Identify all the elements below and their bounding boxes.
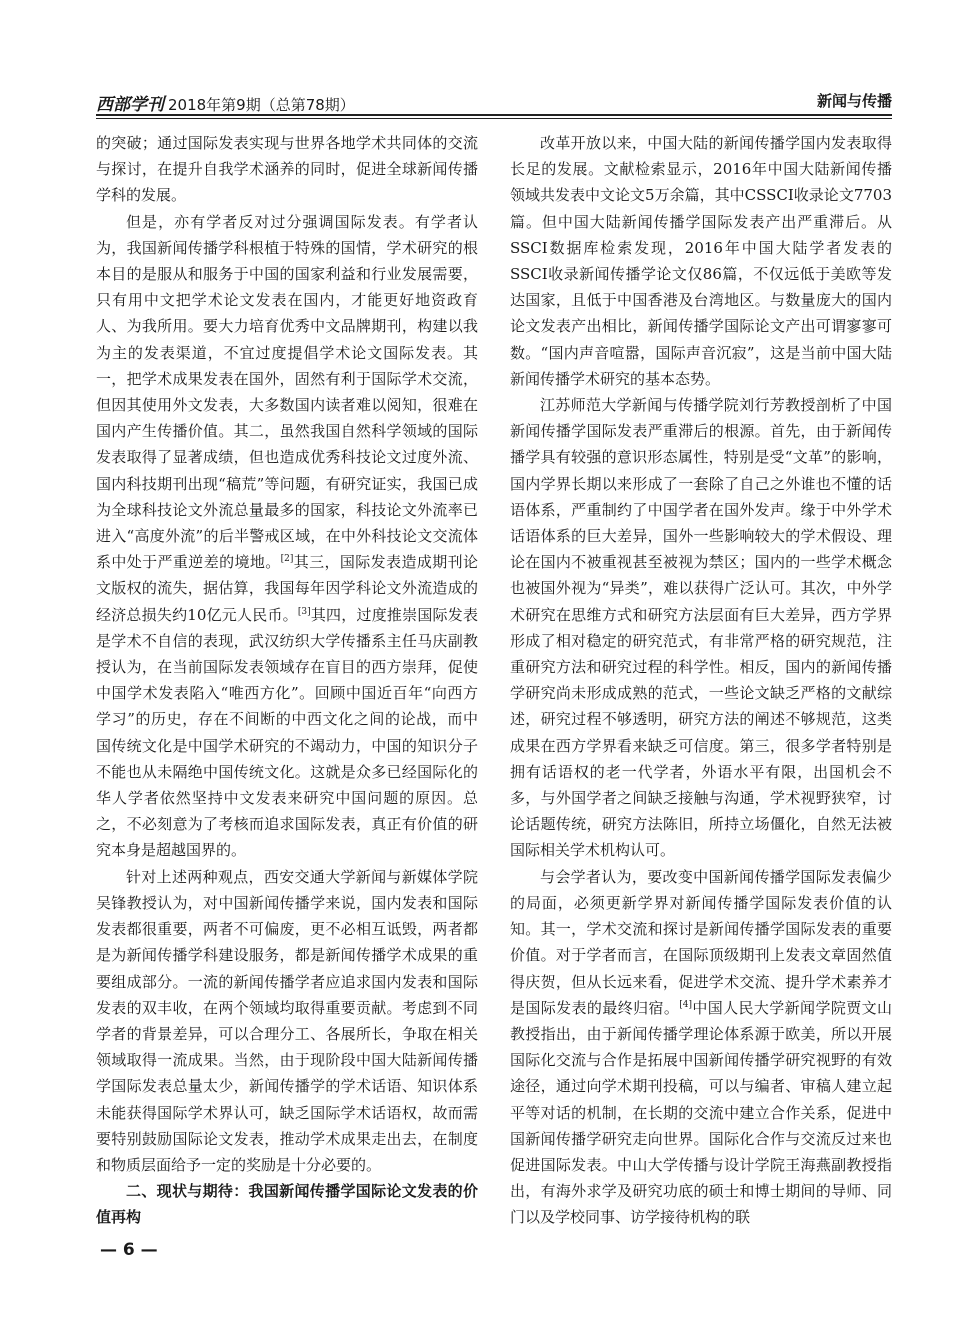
paragraph: 的突破；通过国际发表实现与世界各地学术共同体的交流与探讨，在提升自我学术涵养的同时，促进全球新闻传播学科的发展。 [96, 134, 478, 205]
left-column [96, 130, 478, 1240]
header-left [96, 90, 355, 115]
running-header [96, 88, 892, 116]
page-number: — 6 — [100, 1240, 158, 1260]
text-run: 中国人民大学新闻学院贾文山教授指出，由于新闻传播学理论体系源于欧美，所以开展国际化交流与合作是拓展中国新闻传播学研究视野的有效途径，通过向学术期刊投稿，可以与编者、审稿人建立起平等对话的机制，在长期的交流中建立合作关系，促进中国新闻传播学研究走向世界。国际化合作与交流反过来也促进国际发表。中山大学传播与设计学院王海燕副教授指出，有海外求学及研究功底的硕士和博士期间的导师、同门以及学校同事、访学接待机构的联 [510, 998, 892, 1227]
citation-ref: [4] [679, 999, 692, 1010]
citation-ref: [3] [297, 606, 311, 617]
issue-info: 2018年第9期（总第78期） [168, 96, 355, 114]
header-rule-thick [96, 114, 892, 116]
right-column [510, 130, 892, 1240]
paragraph: 江苏师范大学新闻与传播学院刘行芳教授剖析了中国新闻传播学国际发表严重滞后的根源。首先，由于新闻传播学具有较强的意识形态属性，特别是受“文革”的影响，国内学界长期以来形成了一套除了自己之外谁也不懂的话语体系，严重制约了中国学者在国外发声。缘于中外学术话语体系的巨大差异，国外一些影响较大的学术假设、理论在国内不被重视甚至被视为禁区；国内的一些学术概念也被国外视为“异类”，难以获得广泛认可。其次，中外学术研究在思维方式和研究方法层面有巨大差异，西方学界形成了相对稳定的研究范式，有非常严格的研究规范，注重研究方法和研究过程的科学性。相反，国内的新闻传播学研究尚未形成成熟的范式，一些论文缺乏严格的文献综述，研究过程不够透明，研究方法的阐述不够规范，这类成果在西方学界看来缺乏可信度。第三，很多学者特别是拥有话语权的老一代学者，外语水平有限，出国机会不多，与外国学者之间缺乏接触与沟通，学术视野狭窄，讨论话题传统，研究方法陈旧，所持立场僵化，自然无法被国际相关学术机构认可。 [510, 396, 892, 860]
text-run: 其四，过度推崇国际发表是学术不自信的表现，武汉纺织大学传播系主任马庆副教授认为，在当前国际发表领域存在盲目的西方崇拜，促使中国学术发表陷入“唯西方化”。回顾中国近百年“向西方学习”的历史，存在不间断的中西文化之间的论战，而中国传统文化是中国学术研究的不竭动力，中国的知识分子不能也从未隔绝中国传统文化。这就是众多已经国际化的华人学者依然坚持中文发表来研究中国问题的原因。总之，不必刻意为了考核而追求国际发表，真正有价值的研究本身是超越国界的。 [96, 605, 478, 860]
header-rule-thin [96, 118, 892, 119]
paragraph [510, 864, 892, 1231]
text-run: 但是，亦有学者反对过分强调国际发表。有学者认为，我国新闻传播学科根植于特殊的国情，学术研究的根本目的是服从和服务于中国的国家利益和行业发展需要，只有用中文把学术论文发表在国内，才能更好地资政育人、为我所用。要大力培育优秀中文品牌期刊，构建以我为主的发表渠道，不宜过度提倡学术论文国际发表。其一，把学术成果发表在国外，固然有利于国际学术交流，但因其使用外文发表，大多数国内读者难以阅知，很难在国内产生传播价值。其二，虽然我国自然科学领域的国际发表取得了显著成绩，但也造成优秀科技论文过度外流、国内科技期刊出现“稿荒”等问题，有研究证实，我国已成为全球科技论文外流总量最多的国家，科技论文外流率已进入“高度外流”的后半警戒区域，在中外科技论文交流体系中处于严重逆差的境地。 [96, 212, 478, 572]
journal-logo: 西部学刊 [96, 95, 164, 115]
section-heading: 二、现状与期待：我国新闻传播学国际论文发表的价值再构 [96, 1182, 478, 1227]
paragraph: 改革开放以来，中国大陆的新闻传播学国内发表取得长足的发展。文献检索显示，2016年中国大陆新闻传播领域共发表中文论文5万余篇，其中CSSCI收录论文7703篇。但中国大陆新闻传播学国际发表产出严重滞后。从SSCI数据库检索发现，2016年中国大陆学者发表的SSCI收录新闻传播学论文仅86篇，不仅远低于美欧等发达国家，且低于中国香港及台湾地区。与数量庞大的国内论文发表产出相比，新闻传播学国际论文产出可谓寥寥可数。“国内声音喧嚣，国际声音沉寂”，这是当前中国大陆新闻传播学术研究的基本态势。 [510, 134, 892, 388]
citation-ref: [2] [280, 554, 294, 565]
paragraph: 针对上述两种观点，西安交通大学新闻与新媒体学院吴锋教授认为，对中国新闻传播学来说，国内发表和国际发表都很重要，两者不可偏废，更不必相互诋毁，两者都是为新闻传播学科建设服务，都是新闻传播学术成果的重要组成部分。一流的新闻传播学者应追求国内发表和国际发表的双丰收，在两个领域均取得重要贡献。考虑到不同学者的背景差异，可以合理分工、各展所长，争取在相关领域取得一流成果。当然，由于现阶段中国大陆新闻传播学国际发表总量太少，新闻传播学的学术话语、知识体系未能获得国际学术界认可，缺乏国际学术话语权，故而需要特别鼓励国际论文发表，推动学术成果走出去，在制度和物质层面给予一定的奖励是十分必要的。 [96, 867, 478, 1174]
text-run: 其三，国际发表造成期刊论文版权的流失，据估算，我国每年因学科论文外流造成的经济总损失约10亿元人民币。 [96, 553, 478, 624]
paragraph [96, 209, 478, 864]
text-run: 与会学者认为，要改变中国新闻传播学国际发表偏少的局面，必须更新学界对新闻传播学国际发表价值的认知。其一，学术交流和探讨是新闻传播学国际发表的重要价值。对于学者而言，在国际顶级期刊上发表文章固然值得庆贺，但从长远来看，促进学术交流、提升学术素养才是国际发表的最终归宿。 [510, 867, 892, 1017]
section-title: 新闻与传播 [816, 92, 892, 110]
